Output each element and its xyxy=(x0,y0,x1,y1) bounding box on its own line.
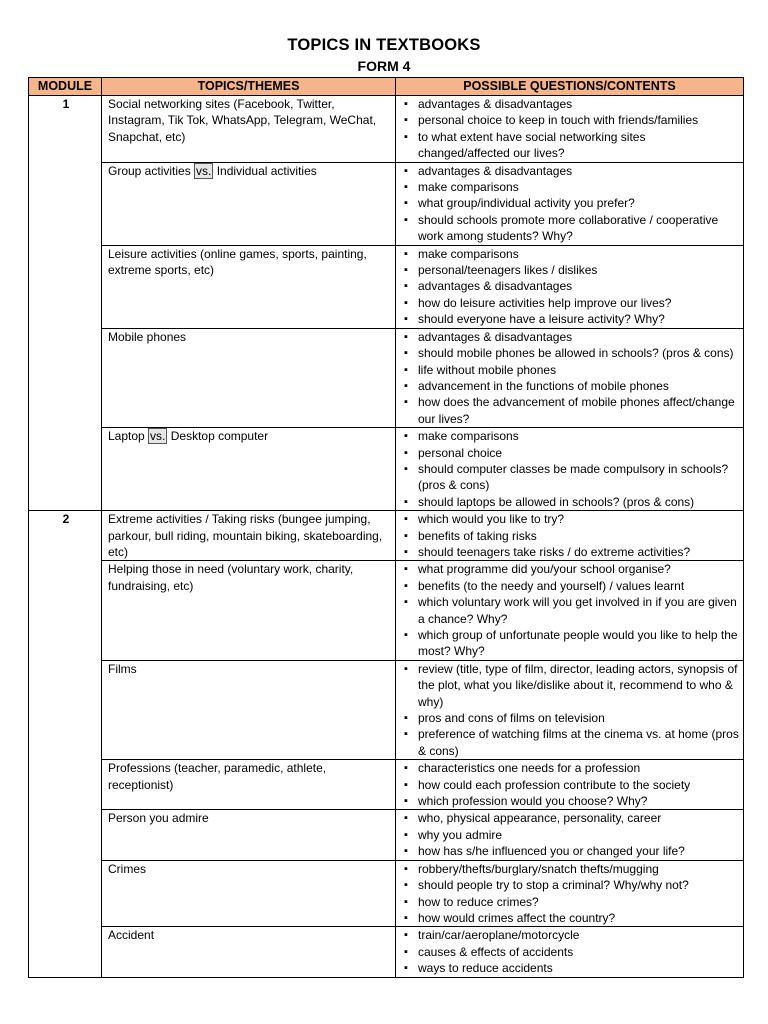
questions-cell xyxy=(396,96,744,163)
module-number: 1 xyxy=(29,96,102,511)
topic-cell xyxy=(102,561,396,660)
list-item: ▪ how could each profession contribute to the society xyxy=(402,777,739,793)
table-row xyxy=(29,162,744,245)
list-item: ▪ should laptops be allowed in schools? (pros & cons) xyxy=(402,494,739,510)
list-item: ▪ preference of watching films at the cinema vs. at home (pros & cons) xyxy=(402,726,739,759)
topic-cell xyxy=(102,245,396,328)
list-item: ▪ how do leisure activities help improve our lives? xyxy=(402,295,739,311)
table-row xyxy=(29,860,744,927)
list-item: ▪ life without mobile phones xyxy=(402,362,739,378)
list-item: ▪ how has s/he influenced you or changed your life? xyxy=(402,843,739,859)
list-item: ▪ why you admire xyxy=(402,827,739,843)
list-item: ▪ what group/individual activity you prefer? xyxy=(402,195,739,211)
list-item: ▪ advantages & disadvantages xyxy=(402,96,739,112)
list-item: ▪ what programme did you/your school organise? xyxy=(402,561,739,577)
table-row xyxy=(29,660,744,759)
questions-list xyxy=(402,861,739,927)
table-body xyxy=(29,96,744,978)
list-item: ▪ personal choice xyxy=(402,445,739,461)
questions-cell xyxy=(396,162,744,245)
questions-cell xyxy=(396,760,744,810)
module-number: 2 xyxy=(29,511,102,977)
list-item: ▪ make comparisons xyxy=(402,428,739,444)
header-questions: POSSIBLE QUESTIONS/CONTENTS xyxy=(396,78,744,96)
topic-text: Person you admire xyxy=(108,811,209,826)
list-item: ▪ review (title, type of film, director, leading actors, synopsis of the plot, what you like/dislike about it, recommend to who & why) xyxy=(402,661,739,710)
list-item: ▪ benefits (to the needy and yourself) / values learnt xyxy=(402,578,739,594)
list-item: ▪ make comparisons xyxy=(402,246,739,262)
questions-list xyxy=(402,246,739,328)
topic-text: Social networking sites (Facebook, Twitter, Instagram, Tik Tok, WhatsApp, Telegram, WeChat, Snapchat, etc) xyxy=(108,97,377,144)
questions-list xyxy=(402,561,739,659)
list-item: ▪ characteristics one needs for a profession xyxy=(402,760,739,776)
list-item: ▪ pros and cons of films on television xyxy=(402,710,739,726)
list-item: ▪ make comparisons xyxy=(402,179,739,195)
topic-text: Helping those in need (voluntary work, charity, fundraising, etc) xyxy=(108,562,354,593)
questions-cell xyxy=(396,561,744,660)
header-module: MODULE xyxy=(29,78,102,96)
list-item: ▪ how would crimes affect the country? xyxy=(402,910,739,926)
list-item: ▪ advantages & disadvantages xyxy=(402,329,739,345)
questions-cell xyxy=(396,660,744,759)
table-row xyxy=(29,328,744,427)
topic-cell xyxy=(102,96,396,163)
topic-text: Crimes xyxy=(108,861,146,876)
questions-list xyxy=(402,511,739,560)
topic-cell xyxy=(102,511,396,561)
list-item: ▪ to what extent have social networking sites changed/affected our lives? xyxy=(402,129,739,162)
table-row xyxy=(29,96,744,163)
questions-cell xyxy=(396,810,744,860)
topics-table xyxy=(28,77,744,978)
questions-list xyxy=(402,329,739,427)
list-item: ▪ advancement in the functions of mobile phones xyxy=(402,378,739,394)
vs-marker: vs. xyxy=(196,163,212,178)
topic-text: Individual activities xyxy=(213,163,317,178)
list-item: ▪ benefits of taking risks xyxy=(402,528,739,544)
list-item: ▪ personal/teenagers likes / dislikes xyxy=(402,262,739,278)
topic-cell xyxy=(102,428,396,511)
list-item: ▪ how does the advancement of mobile phones affect/change our lives? xyxy=(402,394,739,427)
topic-cell xyxy=(102,162,396,245)
list-item: ▪ personal choice to keep in touch with friends/families xyxy=(402,112,739,128)
list-item: ▪ how to reduce crimes? xyxy=(402,894,739,910)
topic-text: Mobile phones xyxy=(108,329,187,344)
topic-cell xyxy=(102,927,396,977)
list-item: ▪ should schools promote more collaborative / cooperative work among students? Why? xyxy=(402,212,739,245)
questions-cell xyxy=(396,511,744,561)
questions-list xyxy=(402,428,739,510)
topic-cell xyxy=(102,660,396,759)
questions-list xyxy=(402,163,739,245)
list-item: ▪ should everyone have a leisure activity? Why? xyxy=(402,311,739,327)
table-row xyxy=(29,927,744,977)
topic-cell xyxy=(102,328,396,427)
topic-cell xyxy=(102,760,396,810)
table-row xyxy=(29,810,744,860)
questions-list xyxy=(402,96,739,162)
list-item: ▪ should computer classes be made compulsory in schools? (pros & cons) xyxy=(402,461,739,494)
questions-cell xyxy=(396,860,744,927)
vs-marker: vs. xyxy=(150,429,166,444)
table-row xyxy=(29,245,744,328)
topic-text: Accident xyxy=(108,928,155,943)
table-row xyxy=(29,760,744,810)
page-title: TOPICS IN TEXTBOOKS xyxy=(287,36,481,54)
questions-cell xyxy=(396,428,744,511)
list-item: ▪ advantages & disadvantages xyxy=(402,163,739,179)
questions-cell xyxy=(396,927,744,977)
list-item: ▪ which voluntary work will you get involved in if you are given a chance? Why? xyxy=(402,594,739,627)
questions-list xyxy=(402,810,739,859)
list-item: ▪ who, physical appearance, personality, career xyxy=(402,810,739,826)
list-item: ▪ train/car/aeroplane/motorcycle xyxy=(402,927,739,943)
list-item: ▪ causes & effects of accidents xyxy=(402,944,739,960)
list-item: ▪ which would you like to try? xyxy=(402,511,739,527)
questions-cell xyxy=(396,328,744,427)
list-item: ▪ which group of unfortunate people would you like to help the most? Why? xyxy=(402,627,739,660)
topic-text: Films xyxy=(108,661,137,676)
table-header-row xyxy=(29,78,744,96)
list-item: ▪ advantages & disadvantages xyxy=(402,278,739,294)
header-topics: TOPICS/THEMES xyxy=(102,78,396,96)
topic-text: Extreme activities / Taking risks (bungee jumping, parkour, bull riding, mountain biking, skateboarding, etc) xyxy=(108,512,383,559)
topic-text: Laptop xyxy=(108,429,149,444)
list-item: ▪ should teenagers take risks / do extreme activities? xyxy=(402,544,739,560)
table-row xyxy=(29,428,744,511)
topic-cell xyxy=(102,860,396,927)
questions-cell xyxy=(396,245,744,328)
table-row xyxy=(29,511,744,561)
topic-cell xyxy=(102,810,396,860)
list-item: ▪ which profession would you choose? Why? xyxy=(402,793,739,809)
list-item: ▪ robbery/thefts/burglary/snatch thefts/mugging xyxy=(402,861,739,877)
topic-text: Leisure activities (online games, sports, painting, extreme sports, etc) xyxy=(108,246,367,278)
page-subtitle: FORM 4 xyxy=(357,58,411,74)
list-item: ▪ ways to reduce accidents xyxy=(402,960,739,976)
topic-text: Desktop computer xyxy=(167,429,269,444)
topic-text: Professions (teacher, paramedic, athlete, receptionist) xyxy=(108,761,327,792)
topic-text: Group activities xyxy=(108,163,195,178)
table-row xyxy=(29,561,744,660)
questions-list xyxy=(402,927,739,976)
questions-list xyxy=(402,661,739,759)
questions-list xyxy=(402,760,739,809)
list-item: ▪ should people try to stop a criminal? Why/why not? xyxy=(402,877,739,893)
list-item: ▪ should mobile phones be allowed in schools? (pros & cons) xyxy=(402,345,739,361)
